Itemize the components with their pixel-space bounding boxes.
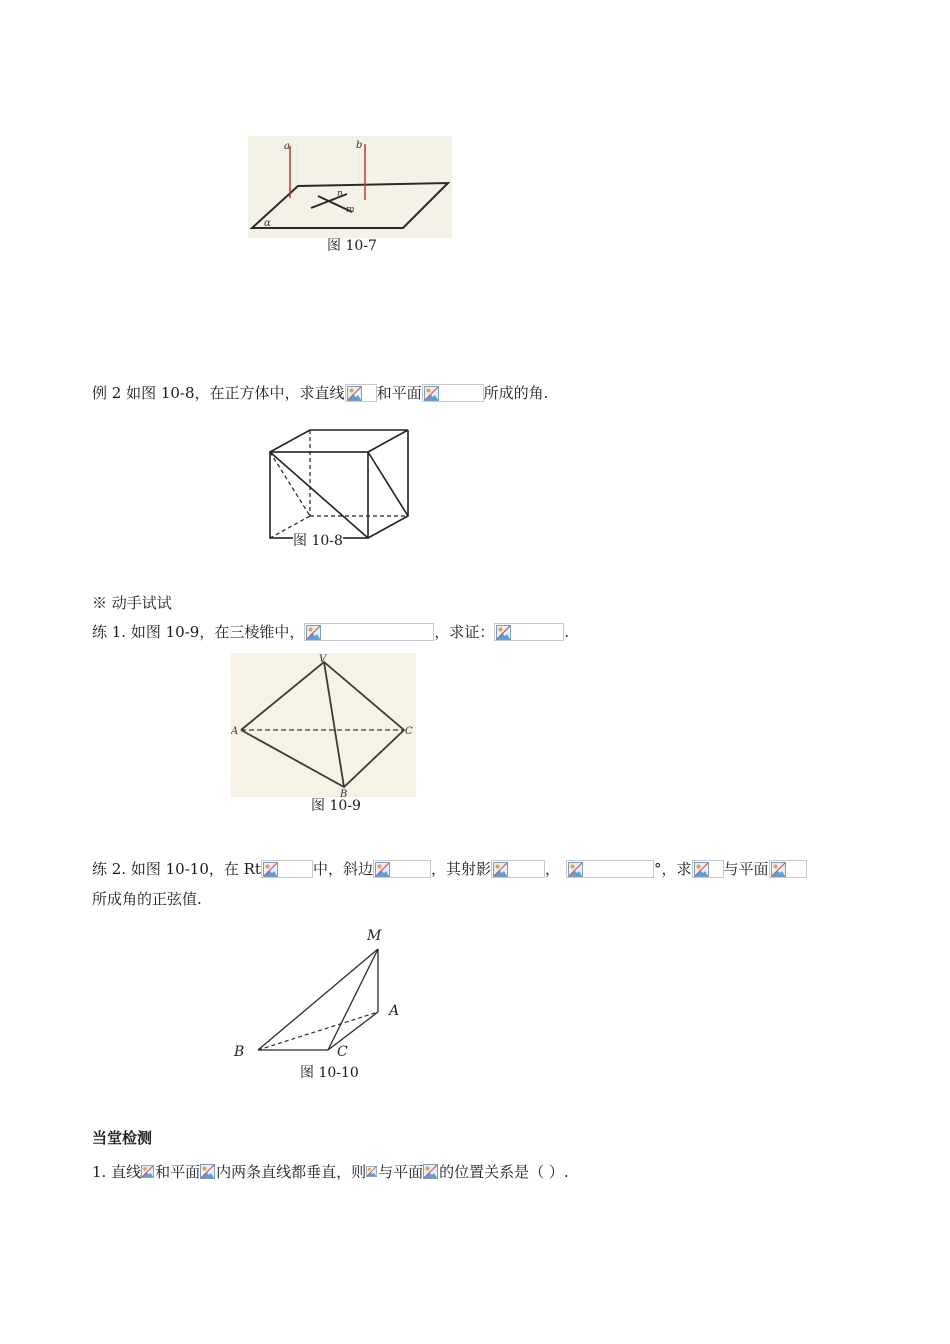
broken-image-icon [424,386,439,401]
figure-background [248,136,452,238]
formula-image [345,384,377,402]
figure-10-10-graphic [228,922,408,1062]
cube-top-face [270,430,408,452]
example-2-text-2: 和平面 [376,384,422,402]
figure-10-10 [228,922,408,1062]
label-V: V [319,654,327,665]
exercise-2-text-2: 中，斜边 [312,860,373,878]
broken-image-icon [493,862,508,877]
exercise-2-text-6: 与平面 [723,860,769,878]
broken-image-icon [694,862,709,877]
question-1-text-5: 的位置关系是（ ）. [439,1163,569,1181]
cube-right-diagonal [368,452,408,516]
exercise-1-line [92,622,569,642]
label-C: C [337,1044,348,1060]
exercise-1-text-2: ，求证： [434,623,495,641]
figure-10-9-graphic [231,653,416,797]
example-2-text-3: 所成的角. [483,384,549,402]
label-B: B [234,1044,245,1060]
question-1-text-4: 与平面 [378,1163,424,1181]
formula-image [769,860,807,878]
exercise-2-text-5: °，求 [654,860,692,878]
exercise-2-text-4: ， [544,860,560,878]
label-M: M [367,928,382,944]
edge-MC [328,949,378,1050]
broken-image-icon [347,386,362,401]
label-n: n [337,189,343,199]
exercise-2-text-3: ，其射影 [430,860,491,878]
edge-BA-hidden [258,1012,378,1050]
exercise-2-text-1: 练 2. 如图 10-10，在 Rt [92,860,261,878]
formula-image [141,1163,155,1181]
label-A: A [389,1003,400,1019]
question-1-text-2: 和平面 [155,1163,201,1181]
formula-image [422,384,484,402]
broken-image-icon [771,862,786,877]
edge-MB [258,949,378,1050]
formula-image [423,1163,439,1181]
figure-10-9-caption: 图 10-9 [311,798,361,814]
label-b: b [356,140,363,151]
broken-image-icon [366,1164,377,1179]
exercise-2-line-1 [92,859,807,879]
formula-image [692,860,724,878]
broken-image-icon [375,862,390,877]
figure-10-8-graphic [262,424,418,546]
figure-10-7-graphic [248,136,452,238]
example-2-text-1: 例 2 如图 10-8，在正方体中，求直线 [92,384,345,402]
exercise-1-text-3: . [564,623,570,641]
formula-image [261,860,313,878]
question-1-line [92,1162,569,1182]
broken-image-icon [306,625,321,640]
exercise-1-text-1: 练 1. 如图 10-9，在三棱锥中， [92,623,305,641]
figure-10-10-caption: 图 10-10 [300,1065,359,1081]
cube-diagonal [270,452,368,538]
broken-image-icon [141,1164,154,1179]
question-1-text-3: 内两条直线都垂直，则 [216,1163,367,1181]
label-m: m [346,205,355,215]
label-B: B [340,789,348,797]
label-alpha: α [264,218,271,229]
section-check-title: 当堂检测 [92,1129,153,1147]
formula-image [373,860,431,878]
label-C: C [405,726,413,737]
edge-CA [328,1012,378,1050]
broken-image-icon [423,1164,438,1179]
formula-image [491,860,545,878]
figure-10-7 [248,136,452,238]
broken-image-icon [263,862,278,877]
formula-image [566,860,654,878]
figure-10-8 [262,424,418,546]
broken-image-icon [200,1164,215,1179]
label-a: a [284,141,290,152]
figure-10-7-caption: 图 10-7 [327,238,377,254]
exercise-2-line-2: 所成角的正弦值. [92,890,202,908]
section-try-title: ※ 动手试试 [92,594,172,612]
example-2-line [92,383,548,403]
figure-10-8-caption: 图 10-8 [293,533,343,549]
figure-10-9 [231,653,416,797]
formula-image [200,1163,216,1181]
formula-image [304,623,434,641]
formula-image [366,1163,378,1181]
formula-image [494,623,564,641]
broken-image-icon [568,862,583,877]
broken-image-icon [496,625,511,640]
question-1-text-1: 1. 直线 [92,1163,142,1181]
hidden-diagonal [270,452,310,516]
label-A: A [231,726,239,737]
